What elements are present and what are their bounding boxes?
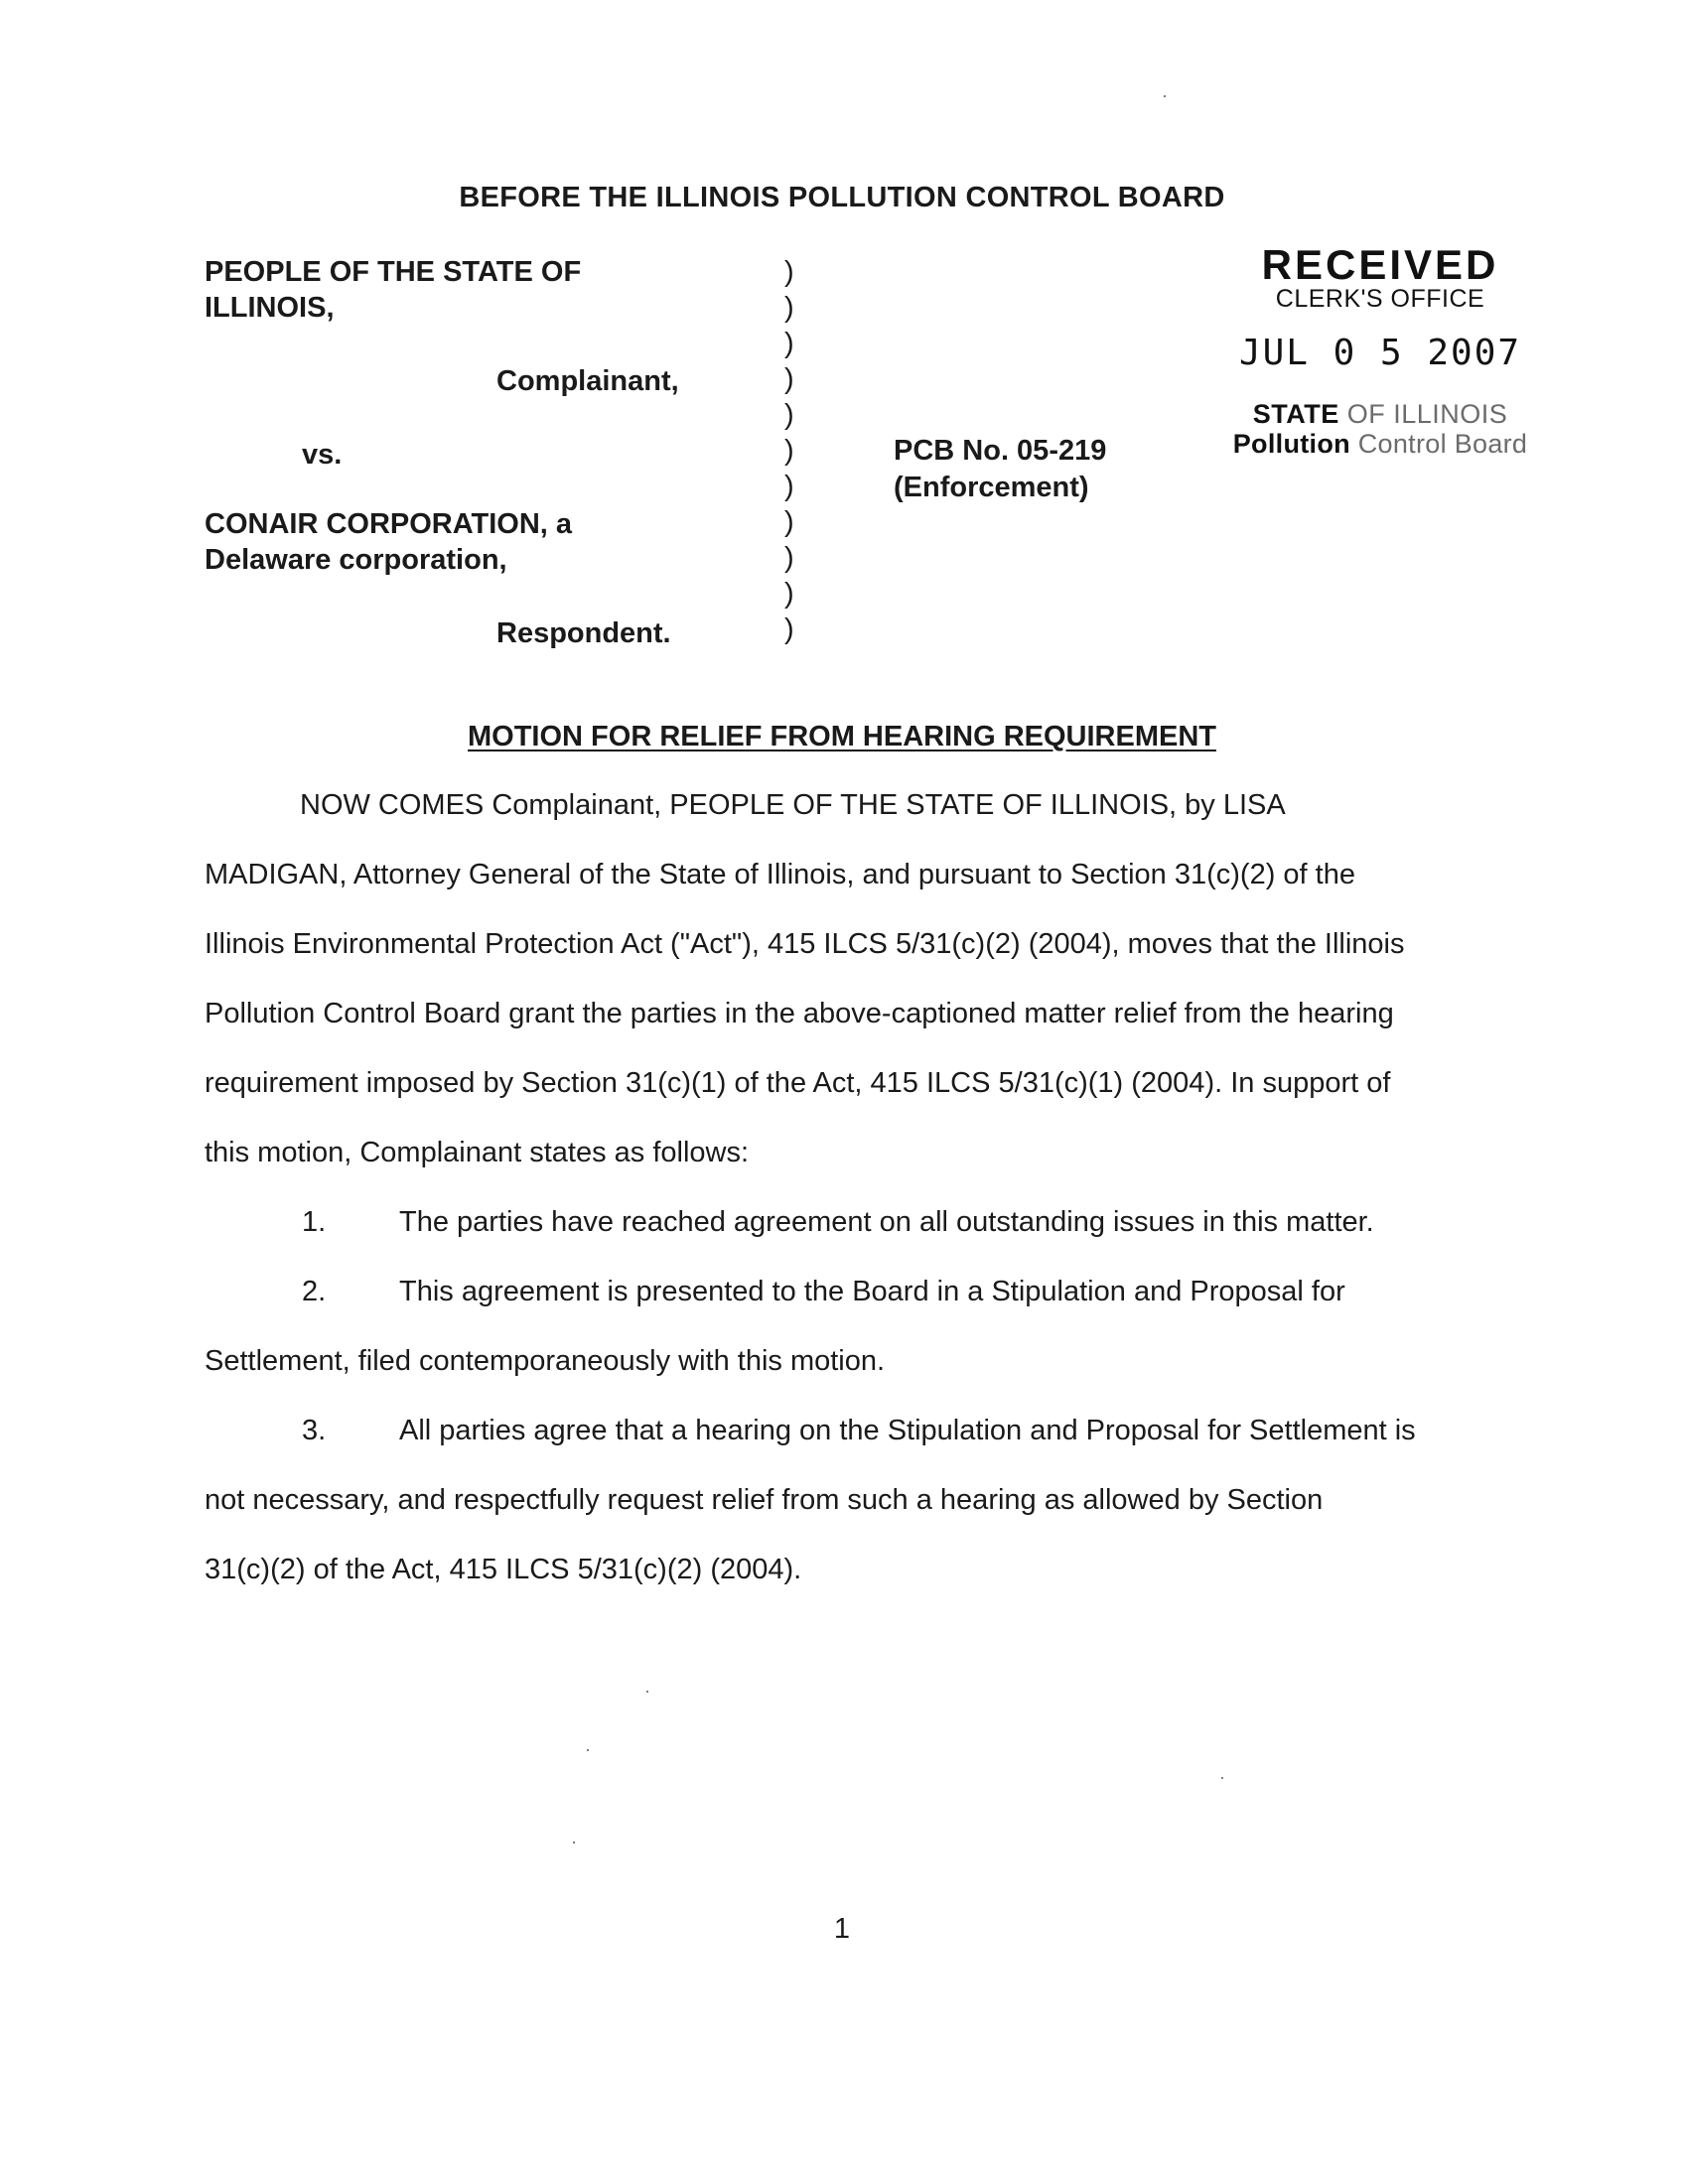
scan-speck xyxy=(646,1691,648,1693)
caption-paren: ) xyxy=(784,506,794,538)
stamp-board-rest: Control Board xyxy=(1357,429,1528,459)
respondent-role: Respondent. xyxy=(496,617,671,649)
item-line: The parties have reached agreement on all outstanding issues in this matter. xyxy=(399,1206,1374,1238)
body-line: MADIGAN, Attorney General of the State of Illinois, and pursuant to Section 31(c)(2) of the xyxy=(205,859,1355,890)
stamp-board-prefix: Pollution xyxy=(1232,429,1350,459)
item-line: Settlement, filed contemporaneously with this motion. xyxy=(205,1345,886,1377)
complainant-name-line2: ILLINOIS, xyxy=(205,292,335,324)
caption-paren: ) xyxy=(784,471,794,502)
caption-paren: ) xyxy=(784,292,794,324)
scan-speck xyxy=(573,1842,575,1843)
versus-label: vs. xyxy=(302,439,343,471)
page-number: 1 xyxy=(833,1913,851,1945)
stamp-state-prefix: STATE xyxy=(1252,399,1339,429)
body-line: Illinois Environmental Protection Act ("Act"), 415 ILCS 5/31(c)(2) (2004), moves that the Illinois xyxy=(205,928,1405,960)
stamp-state-rest: OF ILLINOIS xyxy=(1346,399,1508,429)
body-line: requirement imposed by Section 31(c)(1) of the Act, 415 ILCS 5/31(c)(1) (2004). In support of xyxy=(205,1067,1391,1099)
caption-paren: ) xyxy=(784,614,794,645)
item-line: not necessary, and respectfully request relief from such a hearing as allowed by Section xyxy=(205,1484,1324,1516)
stamp-board-line xyxy=(1211,429,1549,459)
item-number: 2. xyxy=(302,1276,327,1307)
complainant-role: Complainant, xyxy=(496,365,679,397)
scan-speck xyxy=(587,1749,589,1751)
item-number: 3. xyxy=(302,1415,327,1446)
respondent-name-line2: Delaware corporation, xyxy=(205,544,507,576)
received-stamp xyxy=(1211,241,1549,459)
caption-paren: ) xyxy=(784,578,794,610)
motion-title: MOTION FOR RELIEF FROM HEARING REQUIREMENT xyxy=(468,721,1216,752)
item-number: 1. xyxy=(302,1206,327,1238)
scan-speck xyxy=(1221,1777,1223,1779)
item-line: 31(c)(2) of the Act, 415 ILCS 5/31(c)(2) (2004). xyxy=(205,1554,802,1585)
body-line: NOW COMES Complainant, PEOPLE OF THE STATE OF ILLINOIS, by LISA xyxy=(300,789,1286,821)
board-heading: BEFORE THE ILLINOIS POLLUTION CONTROL BOARD xyxy=(459,182,1225,213)
scan-speck xyxy=(1164,95,1166,97)
stamp-state-line xyxy=(1211,399,1549,429)
caption-paren: ) xyxy=(784,363,794,395)
stamp-clerks-office: CLERK'S OFFICE xyxy=(1275,285,1485,313)
caption-paren: ) xyxy=(784,435,794,467)
respondent-name-line1: CONAIR CORPORATION, a xyxy=(205,508,573,540)
caption-paren: ) xyxy=(784,542,794,574)
stamp-received: RECEIVED xyxy=(1261,241,1499,288)
case-type: (Enforcement) xyxy=(894,472,1089,503)
body-line: Pollution Control Board grant the parties in the above-captioned matter relief from the hearing xyxy=(205,998,1394,1029)
body-line: this motion, Complainant states as follows: xyxy=(205,1137,750,1168)
stamp-date: JUL 0 5 2007 xyxy=(1238,333,1522,373)
case-number-block xyxy=(894,433,1106,506)
caption-paren: ) xyxy=(784,328,794,359)
item-line: All parties agree that a hearing on the Stipulation and Proposal for Settlement is xyxy=(399,1415,1416,1446)
complainant-name-line1: PEOPLE OF THE STATE OF xyxy=(205,256,582,288)
item-line: This agreement is presented to the Board in a Stipulation and Proposal for xyxy=(399,1276,1345,1307)
caption-paren: ) xyxy=(784,399,794,431)
case-number: PCB No. 05-219 xyxy=(894,435,1107,467)
caption-paren: ) xyxy=(784,256,794,288)
